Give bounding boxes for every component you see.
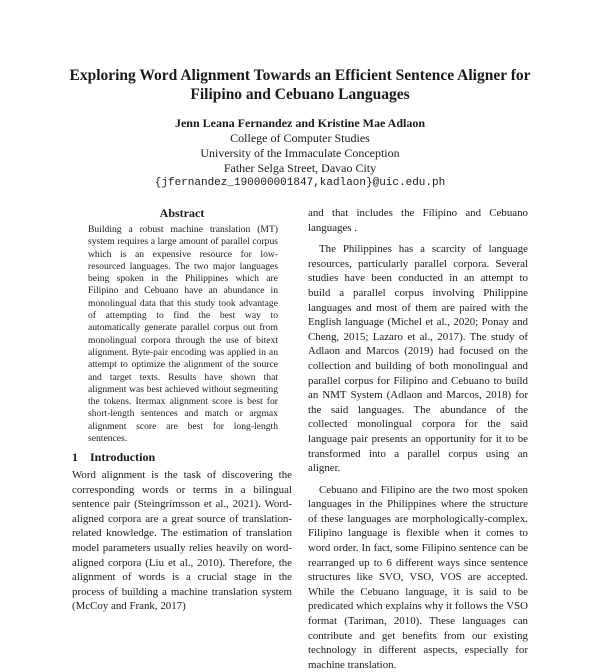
title-line-1: Exploring Word Alignment Towards an Efficient Sentence Aligner for <box>69 67 531 84</box>
affiliation-department: College of Computer Studies <box>230 131 370 145</box>
author-block <box>40 116 560 191</box>
right-column-text <box>308 206 528 672</box>
right-paragraph-1: and that includes the Filipino and Cebuano languages . <box>308 207 528 234</box>
left-column-text <box>72 468 292 614</box>
paper-title <box>40 66 560 104</box>
right-paragraph-3: Cebuano and Filipino are the two most spoken languages in the Philippines where the structure of these languages are morphologically-complex. Filipino language is flexible when it comes to word order. In fact, some Filipino sentence can be rearranged up to 6 different ways since sentence structures like SVO, VSO, VOS are accepted. While the Cebuano language, it is said to be predicated which explains why it follows the VSO format (Tariman, 2010). These languages can contribute and get benefits from our existing technology in different aspects, especially for machine translation. <box>308 483 528 671</box>
author-names: Jenn Leana Fernandez and Kristine Mae Adlaon <box>174 116 425 130</box>
affiliation-university: University of the Immaculate Conception <box>200 146 400 160</box>
section-title: Introduction <box>90 450 156 464</box>
affiliation-address: Father Selga Street, Davao City <box>223 161 377 175</box>
section-heading-introduction <box>72 450 292 465</box>
abstract-heading: Abstract <box>159 206 205 220</box>
abstract-text: Building a robust machine translation (MT) system requires a large amount of parallel corpus which is an expensive resource for low-resourced languages. The two major languages being spoken in the Philippines which are Filipino and Cebuano have an abundance in monolingual data that this study took advantage of attempting to find the best way to automatically generate parallel corpus out from monolingual corpora through the use of bitext alignment. Byte-pair encoding was applied in an attempt to optimize the alignment of the source and target texts. Results have shown that alignment was best achieved without segmenting the tokens. Itermax alignment score is best for short-length sentences and match or argmax alignment score are best for long-length sentences. <box>88 224 278 445</box>
right-paragraph-2: The Philippines has a scarcity of language resources, particularly parallel corpora. Several studies have been conducted in an attempt to build a parallel corpus involving Philippine languages and most of them are paired with the English language (Michel et al., 2020; Ponay and Cheng, 2015; Lazaro et al., 2017). The study of Adlaon and Marcos (2019) had focused on the collection and building of both monolingual and parallel corpus for Filipino and Cebuano to build an NMT System (Adlaon and Marcos, 2018) for the said languages. The abundance of the collected monolingual corpora for the said language pair presents an opportunity for it to be transformed into a parallel corpus using an aligner. <box>308 243 528 475</box>
author-email: {jfernandez_190000001847,kadlaon}@uic.edu.ph <box>154 177 446 189</box>
title-line-2: Filipino and Cebuano Languages <box>190 86 410 103</box>
intro-paragraph-1: Word alignment is the task of discovering the corresponding words or terms in a bilingual sentence pair (Steingrímsson et al., 2021). Word-aligned corpora are a great source of translation-related knowledge. The estimation of translation model parameters usually relies heavily on word-aligned corpora (Liu et al., 2010). Therefore, the alignment of words is a crucial stage in the process of building a machine translation system (McCoy and Frank, 2017) <box>72 469 292 613</box>
section-number: 1 <box>72 450 78 464</box>
